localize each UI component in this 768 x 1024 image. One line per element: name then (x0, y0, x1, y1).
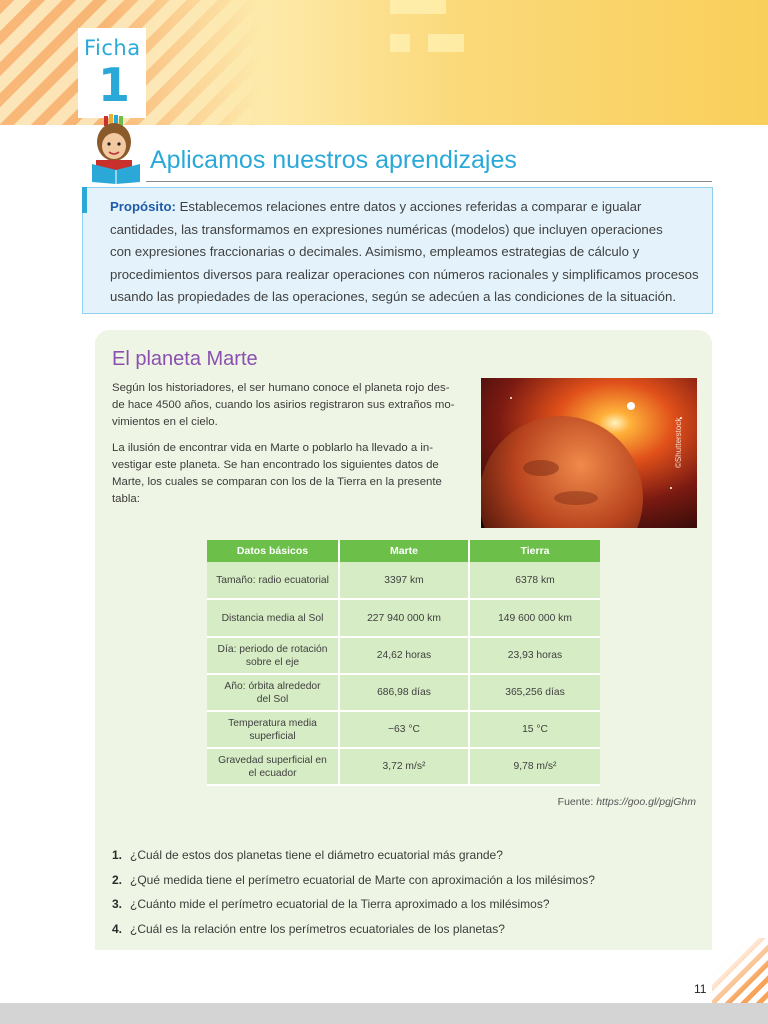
decorative-block (390, 0, 446, 14)
mars-photo (481, 378, 697, 528)
table-cell-marte: 24,62 horas (339, 637, 469, 674)
paragraph-1 (112, 380, 464, 431)
table-cell-marte: −63 °C (339, 711, 469, 748)
table-source (460, 796, 696, 808)
planet-data-table (207, 540, 600, 786)
question-text: ¿Cuánto mide el perímetro ecuatorial de la Tierra aproximado a los milésimos? (130, 897, 550, 911)
table-row (207, 748, 600, 785)
article-title: El planeta Marte (112, 348, 258, 370)
purpose-line: cantidades, las transformamos en expresiones numéricas (modelos) que incluyen operaciones (110, 221, 663, 237)
paragraph-line: Marte, los cuales se comparan con los de la Tierra en la presente (112, 476, 442, 488)
table-cell-tierra: 9,78 m/s² (469, 748, 600, 785)
question-number: 4. (112, 921, 123, 936)
table-cell-label (207, 562, 339, 599)
table-cell-marte: 3,72 m/s² (339, 748, 469, 785)
purpose-line: con expresiones fraccionarias o decimales. Asimismo, empleamos estrategias de cálculo y (110, 244, 640, 259)
table-row (207, 599, 600, 637)
list-item (112, 917, 595, 942)
list-item (112, 892, 595, 917)
column-header: Tierra (469, 540, 600, 562)
label-line: Año: órbita alrededor (224, 680, 321, 692)
paragraph-line: vimientos en el cielo. (112, 416, 218, 428)
table-cell-tierra: 149 600 000 km (469, 599, 600, 637)
column-header: Datos básicos (207, 540, 339, 562)
paragraph-line: La ilusión de encontrar vida en Marte o poblarlo ha llevado a in- (112, 442, 434, 454)
page-number: 11 (694, 982, 707, 996)
label-line: Temperatura media (228, 717, 317, 729)
table-cell-marte: 3397 km (339, 562, 469, 599)
mars-planet-image (481, 378, 697, 528)
purpose-line-text: Establecemos relaciones entre datos y acciones referidas a comparar e igualar (175, 199, 642, 214)
table-cell-label (207, 748, 339, 785)
purpose-line (110, 196, 710, 219)
photo-credit: ©Shutterstock (674, 417, 683, 468)
table-cell-tierra: 15 °C (469, 711, 600, 748)
label-line: superficial (249, 730, 296, 742)
paragraph-line: Según los historiadores, el ser humano conoce el planeta rojo des- (112, 382, 450, 394)
label-line: el ecuador (248, 767, 297, 779)
label-line: del Sol (256, 693, 289, 705)
table-cell-label (207, 637, 339, 674)
source-label: Fuente: (557, 796, 594, 808)
column-header: Marte (339, 540, 469, 562)
question-number: 3. (112, 897, 123, 911)
table-cell-label (207, 711, 339, 748)
section-title: Aplicamos nuestros aprendizajes (150, 146, 517, 174)
table-row (207, 637, 600, 674)
purpose-line: usando las propiedades de las operaciones, según se adecúen a las condiciones de la situación. (110, 289, 676, 304)
table-cell-tierra: 23,93 horas (469, 637, 600, 674)
source-url: https://goo.gl/pgjGhm (596, 796, 696, 808)
purpose-text (110, 196, 710, 309)
label-line: Gravedad superficial en (218, 754, 327, 766)
table-row (207, 674, 600, 711)
table-row (207, 562, 600, 599)
list-item (112, 868, 595, 893)
table-cell-label (207, 599, 339, 637)
title-divider (146, 181, 712, 182)
list-item (112, 843, 595, 868)
label-line: sobre el eje (245, 656, 300, 668)
table-cell-marte: 686,98 días (339, 674, 469, 711)
purpose-line: procedimientos diversos para realizar operaciones con números racionales y simplificamos procesos (110, 266, 699, 282)
question-list (112, 843, 595, 941)
table-cell-label (207, 674, 339, 711)
decorative-block (428, 34, 464, 52)
reading-mascot-icon (88, 112, 144, 184)
question-text: ¿Cuál de estos dos planetas tiene el diámetro ecuatorial más grande? (130, 848, 503, 862)
question-text: ¿Cuál es la relación entre los perímetros ecuatoriales de los planetas? (130, 921, 505, 936)
question-text: ¿Qué medida tiene el perímetro ecuatorial de Marte con aproximación a los milésimos? (130, 872, 595, 887)
table-header-row (207, 540, 600, 562)
table-cell-tierra: 365,256 días (469, 674, 600, 711)
table-cell-tierra: 6378 km (469, 562, 600, 599)
paragraph-line: tabla: (112, 493, 140, 505)
label-line: Tamaño: radio ecuatorial (216, 574, 329, 586)
paragraph-2 (112, 440, 464, 508)
question-number: 2. (112, 872, 123, 887)
purpose-label: Propósito: (110, 199, 176, 214)
ficha-number: 1 (98, 58, 131, 112)
paragraph-line: vestigar este planeta. Se han encontrado los siguientes datos de (112, 459, 439, 471)
label-line: Distancia media al Sol (221, 612, 324, 624)
paragraph-line: de hace 4500 años, cuando los asirios registraron sus extraños mo- (112, 399, 455, 411)
purpose-accent-bar (82, 187, 87, 213)
ficha-label: Ficha (84, 36, 141, 60)
label-line: Día: periodo de rotación (217, 643, 328, 655)
table-row (207, 711, 600, 748)
footer-bar (0, 1003, 768, 1024)
decorative-block (390, 34, 410, 52)
question-number: 1. (112, 848, 123, 862)
table-cell-marte: 227 940 000 km (339, 599, 469, 637)
